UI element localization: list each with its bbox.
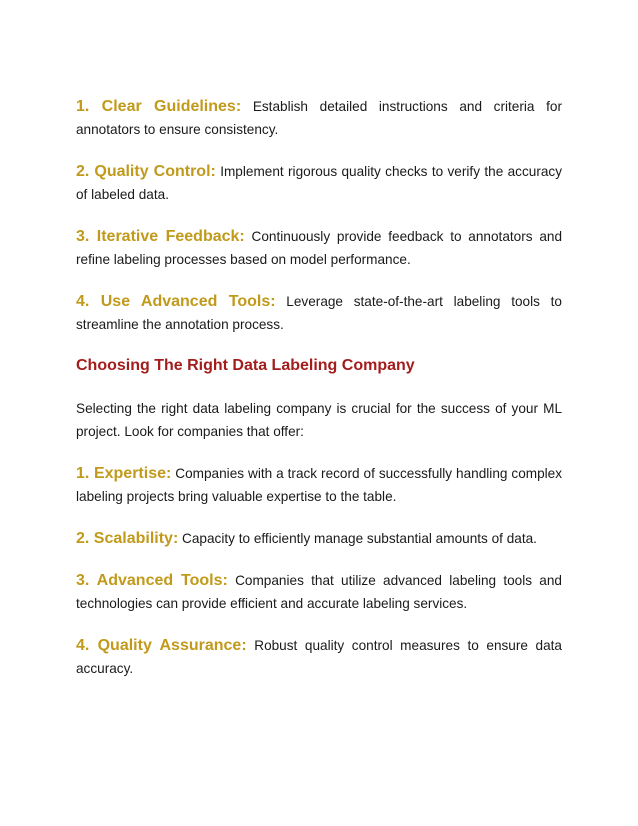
offer-term: 2. Scalability: (76, 530, 179, 547)
offer-text: Companies with a track record of successfully handling complex labeling projects bring valuable expertise to the table. (76, 466, 563, 504)
practice-text: Implement rigorous quality checks to verify the accuracy of labeled data. (76, 164, 563, 202)
offer-term: 4. Quality Assurance: (76, 637, 247, 654)
offer-text: Capacity to efficiently manage substantial amounts of data. (178, 531, 537, 546)
practice-text: Establish detailed instructions and criteria for annotators to ensure consistency. (76, 99, 562, 137)
offer-expertise (76, 462, 562, 508)
section-intro: Selecting the right data labeling company is crucial for the success of your ML project. Look for companies that offer: (76, 401, 562, 439)
practice-term: 4. Use Advanced Tools: (76, 293, 276, 310)
offer-text: Robust quality control measures to ensure data accuracy. (76, 638, 562, 676)
offer-quality-assurance (76, 634, 562, 680)
offer-text: Companies that utilize advanced labeling tools and technologies can provide efficient and accurate labeling services. (76, 573, 562, 611)
offer-term: 1. Expertise: (76, 465, 172, 482)
practice-quality-control (76, 160, 562, 206)
offer-scalability (76, 527, 562, 550)
practice-term: 2. Quality Control: (76, 163, 216, 180)
practice-clear-guidelines (76, 95, 562, 141)
practice-advanced-tools (76, 290, 562, 336)
practice-text: Leverage state-of-the-art labeling tools to streamline the annotation process. (76, 294, 562, 332)
section-heading: Choosing The Right Data Labeling Company (76, 357, 415, 374)
practice-text: Continuously provide feedback to annotators and refine labeling processes based on model performance. (76, 229, 562, 267)
offer-advanced-tools (76, 569, 562, 615)
practice-iterative-feedback (76, 225, 562, 271)
document-page (76, 95, 562, 680)
offer-term: 3. Advanced Tools: (76, 572, 228, 589)
practice-term: 3. Iterative Feedback: (76, 228, 245, 245)
practice-term: 1. Clear Guidelines: (76, 98, 242, 115)
